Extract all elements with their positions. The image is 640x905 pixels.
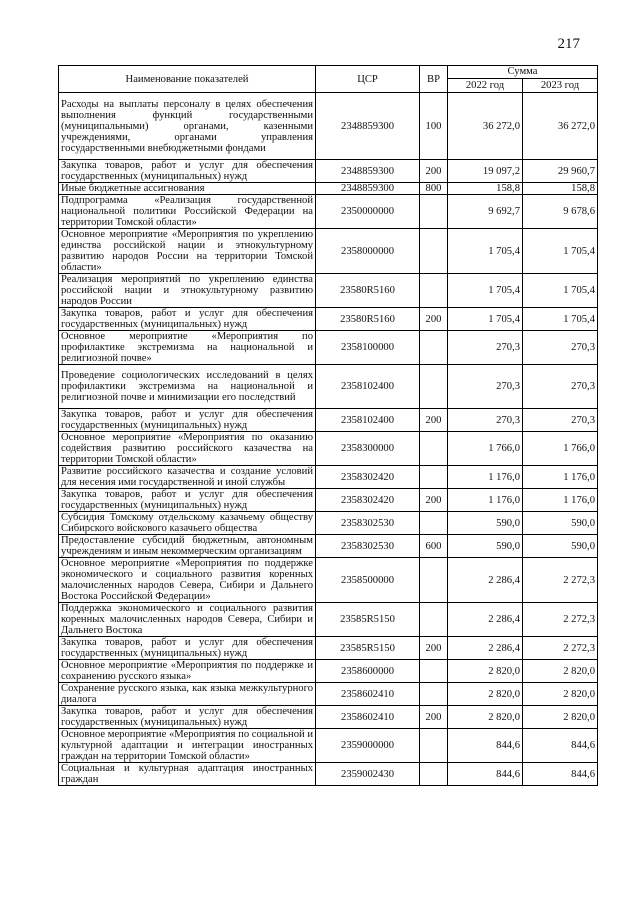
table-row <box>59 432 598 466</box>
row-vr-cell <box>420 229 448 274</box>
row-vr-cell: 200 <box>420 160 448 183</box>
row-name-cell: Основное мероприятие «Мероприятия по социальной и культурной адаптации и интеграции иностранных граждан на территории Томской области» <box>59 729 316 763</box>
row-csr-cell: 2358102400 <box>316 409 420 432</box>
row-vr-cell <box>420 512 448 535</box>
header-vr: ВР <box>420 66 448 93</box>
row-sum-2022-cell: 1 705,4 <box>448 308 523 331</box>
row-vr-cell: 600 <box>420 535 448 558</box>
table-row <box>59 489 598 512</box>
row-csr-cell: 2358602410 <box>316 683 420 706</box>
row-sum-2023-cell: 2 272,3 <box>523 637 598 660</box>
row-sum-2022-cell: 9 692,7 <box>448 195 523 229</box>
row-sum-2022-cell: 2 286,4 <box>448 637 523 660</box>
row-csr-cell: 2358000000 <box>316 229 420 274</box>
row-csr-cell: 2358102400 <box>316 365 420 409</box>
row-name-cell: Поддержка экономического и социального развития коренных малочисленных народов Севера, Сибири и Дальнего Востока <box>59 603 316 637</box>
row-vr-cell: 200 <box>420 637 448 660</box>
row-vr-cell: 200 <box>420 308 448 331</box>
row-csr-cell: 2358500000 <box>316 558 420 603</box>
row-vr-cell <box>420 603 448 637</box>
row-sum-2023-cell: 270,3 <box>523 409 598 432</box>
row-vr-cell <box>420 274 448 308</box>
row-vr-cell: 200 <box>420 706 448 729</box>
row-csr-cell: 2348859300 <box>316 183 420 195</box>
table-row <box>59 195 598 229</box>
row-vr-cell: 200 <box>420 409 448 432</box>
row-sum-2023-cell: 590,0 <box>523 512 598 535</box>
table-row <box>59 637 598 660</box>
row-csr-cell: 2348859300 <box>316 93 420 160</box>
row-sum-2022-cell: 1 176,0 <box>448 466 523 489</box>
row-name-cell: Закупка товаров, работ и услуг для обеспечения государственных (муниципальных) нужд <box>59 489 316 512</box>
row-sum-2022-cell: 270,3 <box>448 331 523 365</box>
row-name-cell: Основное мероприятие «Мероприятия по профилактике экстремизма на национальной и религиозной почве» <box>59 331 316 365</box>
row-vr-cell <box>420 432 448 466</box>
table-row <box>59 183 598 195</box>
row-sum-2022-cell: 1 176,0 <box>448 489 523 512</box>
row-vr-cell <box>420 466 448 489</box>
row-csr-cell: 2358302420 <box>316 489 420 512</box>
row-sum-2023-cell: 1 176,0 <box>523 489 598 512</box>
row-sum-2022-cell: 844,6 <box>448 763 523 786</box>
row-name-cell: Основное мероприятие «Мероприятия по поддержке и сохранению русского языка» <box>59 660 316 683</box>
table-row <box>59 535 598 558</box>
row-sum-2022-cell: 36 272,0 <box>448 93 523 160</box>
row-name-cell: Сохранение русского языка, как языка межкультурного диалога <box>59 683 316 706</box>
row-sum-2022-cell: 19 097,2 <box>448 160 523 183</box>
row-csr-cell: 2358300000 <box>316 432 420 466</box>
row-csr-cell: 2350000000 <box>316 195 420 229</box>
row-name-cell: Иные бюджетные ассигнования <box>59 183 316 195</box>
table-body <box>59 93 598 786</box>
table-row <box>59 706 598 729</box>
row-name-cell: Расходы на выплаты персоналу в целях обеспечения выполнения функций государственными (муниципальными) органами, казенными учреждениями, органами управления государственными внебюджетными фондами <box>59 93 316 160</box>
row-csr-cell: 23585R5150 <box>316 637 420 660</box>
row-sum-2023-cell: 844,6 <box>523 763 598 786</box>
row-sum-2022-cell: 2 820,0 <box>448 706 523 729</box>
table-row <box>59 409 598 432</box>
row-name-cell: Закупка товаров, работ и услуг для обеспечения государственных (муниципальных) нужд <box>59 637 316 660</box>
row-name-cell: Подпрограмма «Реализация государственной национальной политики Российской Федерации на территории Томской области» <box>59 195 316 229</box>
table-row <box>59 558 598 603</box>
row-csr-cell: 23580R5160 <box>316 308 420 331</box>
row-csr-cell: 2359002430 <box>316 763 420 786</box>
row-sum-2023-cell: 1 705,4 <box>523 274 598 308</box>
row-csr-cell: 23585R5150 <box>316 603 420 637</box>
row-csr-cell: 2358302420 <box>316 466 420 489</box>
row-sum-2023-cell: 1 766,0 <box>523 432 598 466</box>
table-row <box>59 763 598 786</box>
row-csr-cell: 2348859300 <box>316 160 420 183</box>
row-name-cell: Реализация мероприятий по укреплению единства российской нации и этнокультурному развитию народов России <box>59 274 316 308</box>
row-sum-2023-cell: 1 176,0 <box>523 466 598 489</box>
row-sum-2023-cell: 2 820,0 <box>523 660 598 683</box>
row-sum-2023-cell: 2 820,0 <box>523 683 598 706</box>
row-vr-cell <box>420 331 448 365</box>
row-csr-cell: 2358100000 <box>316 331 420 365</box>
row-sum-2022-cell: 844,6 <box>448 729 523 763</box>
table-row <box>59 603 598 637</box>
row-sum-2023-cell: 270,3 <box>523 365 598 409</box>
row-vr-cell: 100 <box>420 93 448 160</box>
table-row <box>59 93 598 160</box>
row-csr-cell: 23580R5160 <box>316 274 420 308</box>
table-row <box>59 660 598 683</box>
row-sum-2022-cell: 2 820,0 <box>448 683 523 706</box>
table-row <box>59 331 598 365</box>
row-sum-2022-cell: 1 766,0 <box>448 432 523 466</box>
row-sum-2022-cell: 590,0 <box>448 535 523 558</box>
header-year-2023: 2023 год <box>523 78 598 92</box>
row-vr-cell <box>420 195 448 229</box>
row-sum-2022-cell: 270,3 <box>448 365 523 409</box>
row-vr-cell: 200 <box>420 489 448 512</box>
row-name-cell: Закупка товаров, работ и услуг для обеспечения государственных (муниципальных) нужд <box>59 409 316 432</box>
table-row <box>59 683 598 706</box>
row-sum-2023-cell: 1 705,4 <box>523 229 598 274</box>
row-sum-2022-cell: 2 820,0 <box>448 660 523 683</box>
row-sum-2023-cell: 9 678,6 <box>523 195 598 229</box>
header-csr: ЦСР <box>316 66 420 93</box>
row-sum-2022-cell: 158,8 <box>448 183 523 195</box>
row-vr-cell <box>420 763 448 786</box>
table-row <box>59 729 598 763</box>
row-name-cell: Развитие российского казачества и создание условий для несения ими государственной и иной службы <box>59 466 316 489</box>
row-name-cell: Основное мероприятие «Мероприятия по укреплению единства российской нации и этнокультурному развитию народов России на территории Томской области» <box>59 229 316 274</box>
row-vr-cell <box>420 365 448 409</box>
row-vr-cell: 800 <box>420 183 448 195</box>
row-sum-2023-cell: 270,3 <box>523 331 598 365</box>
row-sum-2023-cell: 29 960,7 <box>523 160 598 183</box>
row-csr-cell: 2358302530 <box>316 512 420 535</box>
table-row <box>59 274 598 308</box>
row-sum-2023-cell: 590,0 <box>523 535 598 558</box>
row-name-cell: Социальная и культурная адаптация иностранных граждан <box>59 763 316 786</box>
row-csr-cell: 2358600000 <box>316 660 420 683</box>
row-name-cell: Основное мероприятие «Мероприятия по поддержке экономического и социального развития коренных малочисленных народов Севера, Сибири и Дальнего Востока Российской Федерации» <box>59 558 316 603</box>
row-sum-2023-cell: 36 272,0 <box>523 93 598 160</box>
page-number: 217 <box>557 36 580 52</box>
row-sum-2022-cell: 1 705,4 <box>448 274 523 308</box>
header-name: Наименование показателей <box>59 66 316 93</box>
row-sum-2023-cell: 2 272,3 <box>523 558 598 603</box>
row-sum-2022-cell: 1 705,4 <box>448 229 523 274</box>
header-sum: Сумма <box>448 66 598 79</box>
row-sum-2022-cell: 2 286,4 <box>448 558 523 603</box>
row-sum-2022-cell: 590,0 <box>448 512 523 535</box>
row-sum-2023-cell: 1 705,4 <box>523 308 598 331</box>
budget-table <box>58 65 598 786</box>
row-csr-cell: 2358302530 <box>316 535 420 558</box>
row-name-cell: Основное мероприятие «Мероприятия по оказанию содействия развитию российского казачества на территории Томской области» <box>59 432 316 466</box>
table-row <box>59 229 598 274</box>
row-csr-cell: 2358602410 <box>316 706 420 729</box>
table-row <box>59 308 598 331</box>
row-vr-cell <box>420 729 448 763</box>
row-csr-cell: 2359000000 <box>316 729 420 763</box>
row-sum-2022-cell: 270,3 <box>448 409 523 432</box>
row-sum-2023-cell: 2 272,3 <box>523 603 598 637</box>
row-name-cell: Предоставление субсидий бюджетным, автономным учреждениям и иным некоммерческим организациям <box>59 535 316 558</box>
row-name-cell: Проведение социологических исследований в целях профилактики экстремизма на национальной и религиозной почве и минимизации его последствий <box>59 365 316 409</box>
row-vr-cell <box>420 683 448 706</box>
table-header <box>59 66 598 93</box>
row-sum-2023-cell: 158,8 <box>523 183 598 195</box>
row-sum-2022-cell: 2 286,4 <box>448 603 523 637</box>
row-name-cell: Субсидия Томскому отдельскому казачьему обществу Сибирского войскового казачьего общества <box>59 512 316 535</box>
table-row <box>59 466 598 489</box>
row-name-cell: Закупка товаров, работ и услуг для обеспечения государственных (муниципальных) нужд <box>59 160 316 183</box>
row-name-cell: Закупка товаров, работ и услуг для обеспечения государственных (муниципальных) нужд <box>59 706 316 729</box>
table-row <box>59 512 598 535</box>
row-vr-cell <box>420 558 448 603</box>
row-sum-2023-cell: 844,6 <box>523 729 598 763</box>
row-vr-cell <box>420 660 448 683</box>
row-sum-2023-cell: 2 820,0 <box>523 706 598 729</box>
table-row <box>59 365 598 409</box>
row-name-cell: Закупка товаров, работ и услуг для обеспечения государственных (муниципальных) нужд <box>59 308 316 331</box>
header-year-2022: 2022 год <box>448 78 523 92</box>
table-row <box>59 160 598 183</box>
